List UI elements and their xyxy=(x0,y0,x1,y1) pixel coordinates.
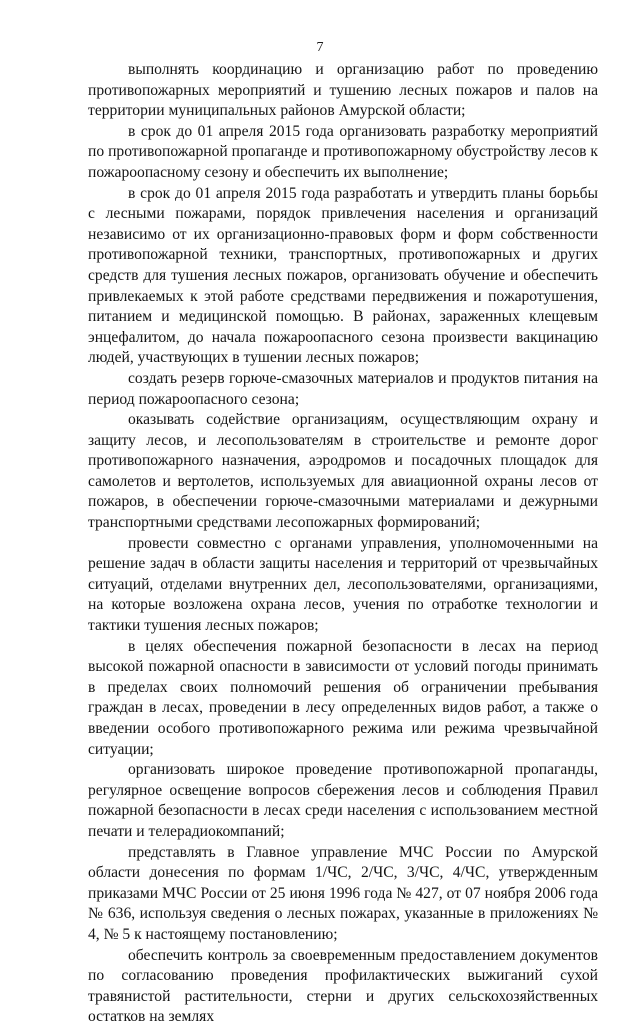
paragraph-fire-safety-measures: в целях обеспечения пожарной безопасности в лесах на период высокой пожарной опасности в зависимости от условий погоды принимать в пределах своих полномочий решения об ограничении пребывания граждан в лесах, проведении в лесу определенных видов работ, а также о введении особого противопожарного режима или режима чрезвычайной ситуации; xyxy=(88,637,598,758)
paragraph-control: обеспечить контроль за своевременным предоставлением документов по согласованию проведения профилактических выжиганий сухой травянистой растительности, стерни и других сельскохозяйственных остатков на землях xyxy=(88,946,598,1026)
paragraph-reporting: представлять в Главное управление МЧС России по Амурской области донесения по формам 1/ЧС, 2/ЧС, 3/ЧС, 4/ЧС, утвержденным приказами МЧС России от 25 июня 1996 года № 427, от 07 ноября 2006 года № 636, используя сведения о лесных пожарах, указанные в приложениях № 4, № 5 к настоящему постановлению; xyxy=(88,843,598,943)
paragraph-road-assistance: оказывать содействие организациям, осуществляющим охрану и защиту лесов, и лесопользователям в строительстве и ремонте дорог противопожарного назначения, аэродромов и посадочных площадок для самолетов и вертолетов, используемых для авиационной охраны лесов от пожаров, в обеспечении горюче-смазочными материалами и дежурными транспортными средствами лесопожарных формирований; xyxy=(88,411,598,532)
document-body xyxy=(88,60,598,1028)
paragraph-fuel-reserve: создать резерв горюче-смазочных материалов и продуктов питания на период пожароопасного сезона; xyxy=(88,369,598,408)
paragraph-fire-fighting-plans: в срок до 01 апреля 2015 года разработать и утвердить планы борьбы с лесными пожарами, порядок привлечения населения и организаций независимо от их организационно-правовых форм и форм собственности противопожарной техники, транспортных, противопожарных и других средств для тушения лесных пожаров, организовать обучение и обеспечить привлекаемых к этой работе средствами передвижения и пожаротушения, питанием и медицинской помощью. В районах, зараженных клещевым энцефалитом, до начала пожароопасного сезона произвести вакцинацию людей, участвующих в тушении лесных пожаров; xyxy=(88,184,598,367)
paragraph-joint-exercises: провести совместно с органами управления, уполномоченными на решение задач в области защиты населения и территорий от чрезвычайных ситуаций, отделами внутренних дел, лесопользователями, организациями, на которые возложена охрана лесов, учения по отработке технологии и тактики тушения лесных пожаров; xyxy=(88,534,598,635)
paragraph-propaganda-deadline: в срок до 01 апреля 2015 года организовать разработку мероприятий по противопожарной пропаганде и противопожарному обустройству лесов к пожароопасному сезону и обеспечить их выполнение; xyxy=(88,122,598,181)
paragraph-coordination: выполнять координацию и организацию работ по проведению противопожарных мероприятий и тушению лесных пожаров и палов на территории муниципальных районов Амурской области; xyxy=(88,61,598,120)
paragraph-public-awareness: организовать широкое проведение противопожарной пропаганды, регулярное освещение вопросов сбережения лесов и соблюдения Правил пожарной безопасности в лесах среди населения с использованием местной печати и телерадиокомпаний; xyxy=(88,761,598,840)
page-number: 7 xyxy=(316,40,324,55)
